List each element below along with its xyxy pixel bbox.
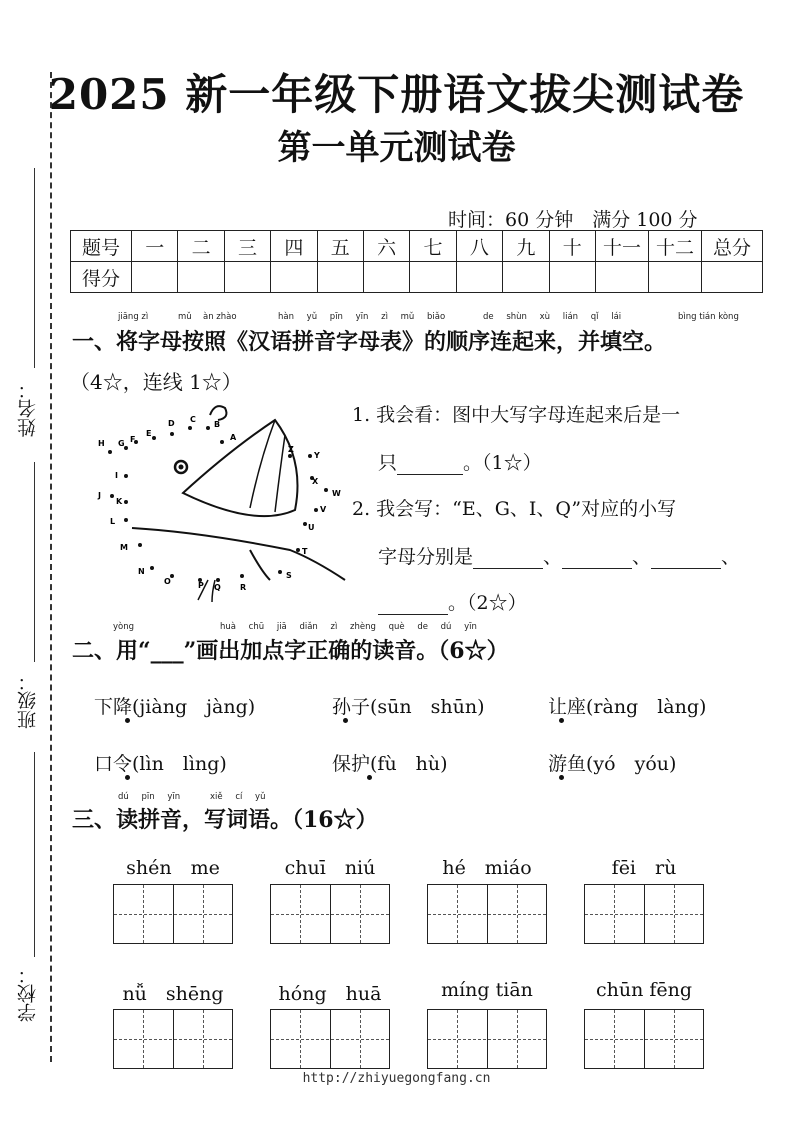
dot (206, 426, 210, 430)
class-label: 班级： (17, 672, 39, 729)
pinyin-annotation: dú pīn yīn (118, 792, 181, 802)
writing-grid[interactable] (113, 1009, 233, 1069)
word-pinyin: míng tiān (441, 979, 533, 1001)
dot-label: X (312, 477, 319, 486)
question-1-item-2-line-3 (378, 588, 527, 615)
dot (108, 450, 112, 454)
table-cell: 二 (178, 231, 224, 262)
emphasis-dot (367, 775, 372, 780)
score-input-cell[interactable] (224, 262, 270, 293)
dot (220, 440, 224, 444)
page-subtitle: 第一单元测试卷 (277, 128, 516, 168)
dot-label: I (115, 471, 118, 480)
dot (240, 574, 244, 578)
separator: 、 (721, 546, 741, 568)
emphasis-dot (559, 718, 564, 723)
dot (314, 508, 318, 512)
table-cell: 九 (503, 231, 549, 262)
dot-label: B (214, 420, 221, 429)
dot-label: F (130, 435, 136, 444)
dot (324, 488, 328, 492)
item-text: 。（2☆） (448, 592, 527, 614)
score-input-cell[interactable] (317, 262, 363, 293)
writing-grid[interactable] (584, 1009, 704, 1069)
separator: 、 (543, 546, 563, 568)
table-cell: 一 (132, 231, 178, 262)
dot (188, 426, 192, 430)
word-pinyin: shén me (126, 857, 220, 879)
binding-dashed-line (50, 72, 52, 1062)
dot-label: W (332, 489, 341, 498)
emphasis-dot (559, 775, 564, 780)
question-3-heading: 三、读拼音，写词语。（16☆） (72, 807, 378, 833)
pinyin-annotation: hàn yǔ pīn yīn zì mǔ biǎo (278, 312, 446, 322)
pinyin-annotation: àn zhào (203, 312, 237, 322)
name-label: 姓名： (17, 380, 39, 437)
score-input-cell[interactable] (271, 262, 317, 293)
emphasis-dot (125, 775, 130, 780)
writing-grid[interactable] (113, 884, 233, 944)
page-title: 2025 新一年级下册语文拔尖测试卷 (48, 70, 745, 119)
pinyin-annotation: xiě cí yǔ (210, 792, 266, 802)
table-cell: 六 (363, 231, 409, 262)
writing-grid[interactable] (270, 884, 390, 944)
class-line (34, 462, 35, 662)
dot-label: L (110, 517, 116, 526)
pinyin-annotation: bìng tián kòng (678, 312, 739, 322)
table-cell: 五 (317, 231, 363, 262)
score-input-cell[interactable] (132, 262, 178, 293)
reading-choice-item[interactable]: 游鱼(yó yóu) (548, 753, 677, 775)
table-cell: 七 (410, 231, 456, 262)
table-cell: 十一 (596, 231, 649, 262)
dot (288, 454, 292, 458)
separator: 、 (632, 546, 652, 568)
emphasis-dot (343, 718, 348, 723)
table-cell: 十二 (649, 231, 702, 262)
dot-label: Y (314, 451, 320, 460)
dot (278, 570, 282, 574)
word-pinyin: nǚ shēng (122, 983, 224, 1005)
dot (124, 474, 128, 478)
question-1-item-2: 2. 我会写：“E、G、I、Q”对应的小写 (352, 498, 677, 520)
dot-label: Q (214, 583, 221, 592)
table-cell: 三 (224, 231, 270, 262)
score-input-cell[interactable] (702, 262, 763, 293)
dot-label: K (116, 497, 123, 506)
dot-label: Z (288, 445, 294, 454)
dot (150, 566, 154, 570)
emphasis-dot (125, 718, 130, 723)
word-pinyin: chuī niú (284, 857, 376, 879)
word-pinyin: hé miáo (442, 857, 532, 879)
item-text: 字母分别是 (378, 546, 474, 568)
answer-blank[interactable] (473, 548, 543, 569)
table-cell: 十 (549, 231, 595, 262)
dot-label: O (164, 577, 171, 586)
dot-label: N (138, 567, 145, 576)
question-1-item-1-line-2 (378, 448, 542, 475)
dot (308, 454, 312, 458)
question-2-heading: 二、用“___”画出加点字正确的读音。（6☆） (72, 638, 509, 664)
answer-blank[interactable] (651, 548, 721, 569)
table-cell: 总分 (702, 231, 763, 262)
pinyin-annotation: jiāng zì (118, 312, 149, 322)
dot (216, 578, 220, 582)
item-text: 。（1☆） (463, 452, 542, 474)
pinyin-annotation: mǔ (178, 312, 192, 322)
school-line (34, 752, 35, 957)
score-input-cell[interactable] (410, 262, 456, 293)
dot-label: T (302, 547, 308, 556)
dot-label: C (190, 415, 196, 424)
writing-grid[interactable] (427, 1009, 547, 1069)
dot (152, 436, 156, 440)
dot-label: J (98, 491, 101, 500)
dot-label: P (198, 581, 204, 590)
dot-label: S (286, 571, 292, 580)
score-input-cell[interactable] (178, 262, 224, 293)
score-input-cell[interactable] (549, 262, 595, 293)
time-info: 时间：60 分钟 满分 100 分 (448, 209, 698, 231)
item-text: 只 (378, 452, 398, 474)
score-table (70, 230, 763, 293)
dot-label: R (240, 583, 247, 592)
dot-label: E (146, 429, 152, 438)
dot-label: H (98, 439, 105, 448)
dot (124, 500, 128, 504)
dot-label: U (308, 523, 315, 532)
school-label: 学校： (17, 965, 39, 1022)
dot-label: M (120, 543, 128, 552)
score-input-cell[interactable] (596, 262, 649, 293)
footer-url: http://zhiyuegongfang.cn (302, 1071, 491, 1086)
question-1-item-2-line-2 (378, 542, 740, 569)
score-input-cell[interactable] (363, 262, 409, 293)
answer-blank[interactable] (397, 454, 463, 475)
dot-label: A (230, 433, 237, 442)
dot (110, 494, 114, 498)
writing-grid[interactable] (427, 884, 547, 944)
writing-grid[interactable] (584, 884, 704, 944)
dot (138, 543, 142, 547)
dot (170, 432, 174, 436)
word-pinyin: hóng huā (278, 983, 382, 1005)
question-1-heading: 一、将字母按照《汉语拼音字母表》的顺序连起来，并填空。 (72, 329, 667, 355)
dot-label: V (320, 505, 327, 514)
question-1-score: （4☆，连线 1☆） (70, 370, 242, 394)
answer-blank[interactable] (378, 594, 448, 615)
pinyin-annotation: de shùn xù lián qǐ lái (483, 312, 622, 322)
score-input-cell[interactable] (456, 262, 502, 293)
pinyin-annotation: huà chū jiā diǎn zì zhèng què de dú yīn (220, 622, 477, 632)
question-1-item-1: 1. 我会看：图中大写字母连起来后是一 (352, 404, 681, 426)
score-table-score-row (71, 262, 763, 293)
reading-choice-item[interactable]: 口令(lìn lìng) (94, 753, 227, 775)
writing-grid[interactable] (270, 1009, 390, 1069)
word-pinyin: chūn fēng (595, 979, 693, 1001)
table-cell: 四 (271, 231, 317, 262)
dot (124, 446, 128, 450)
table-cell: 得分 (71, 262, 132, 293)
pinyin-annotation: yòng (113, 622, 135, 632)
score-table-header-row (71, 231, 763, 262)
dot (303, 522, 307, 526)
dot-label: G (118, 439, 125, 448)
dot-to-dot-bird-figure (90, 400, 350, 615)
reading-choice-item[interactable]: 下降(jiàng jàng) (94, 696, 256, 718)
name-line (34, 168, 35, 368)
word-pinyin: fēi rù (611, 857, 677, 879)
reading-choice-item[interactable]: 孙子(sūn shūn) (332, 696, 485, 718)
reading-choice-item[interactable]: 保护(fù hù) (332, 753, 448, 775)
reading-choice-item[interactable]: 让座(ràng làng) (548, 696, 707, 718)
score-input-cell[interactable] (503, 262, 549, 293)
table-cell: 八 (456, 231, 502, 262)
dot (296, 548, 300, 552)
score-input-cell[interactable] (649, 262, 702, 293)
dot (124, 518, 128, 522)
dot-label: D (168, 419, 175, 428)
answer-blank[interactable] (562, 548, 632, 569)
table-cell: 题号 (71, 231, 132, 262)
